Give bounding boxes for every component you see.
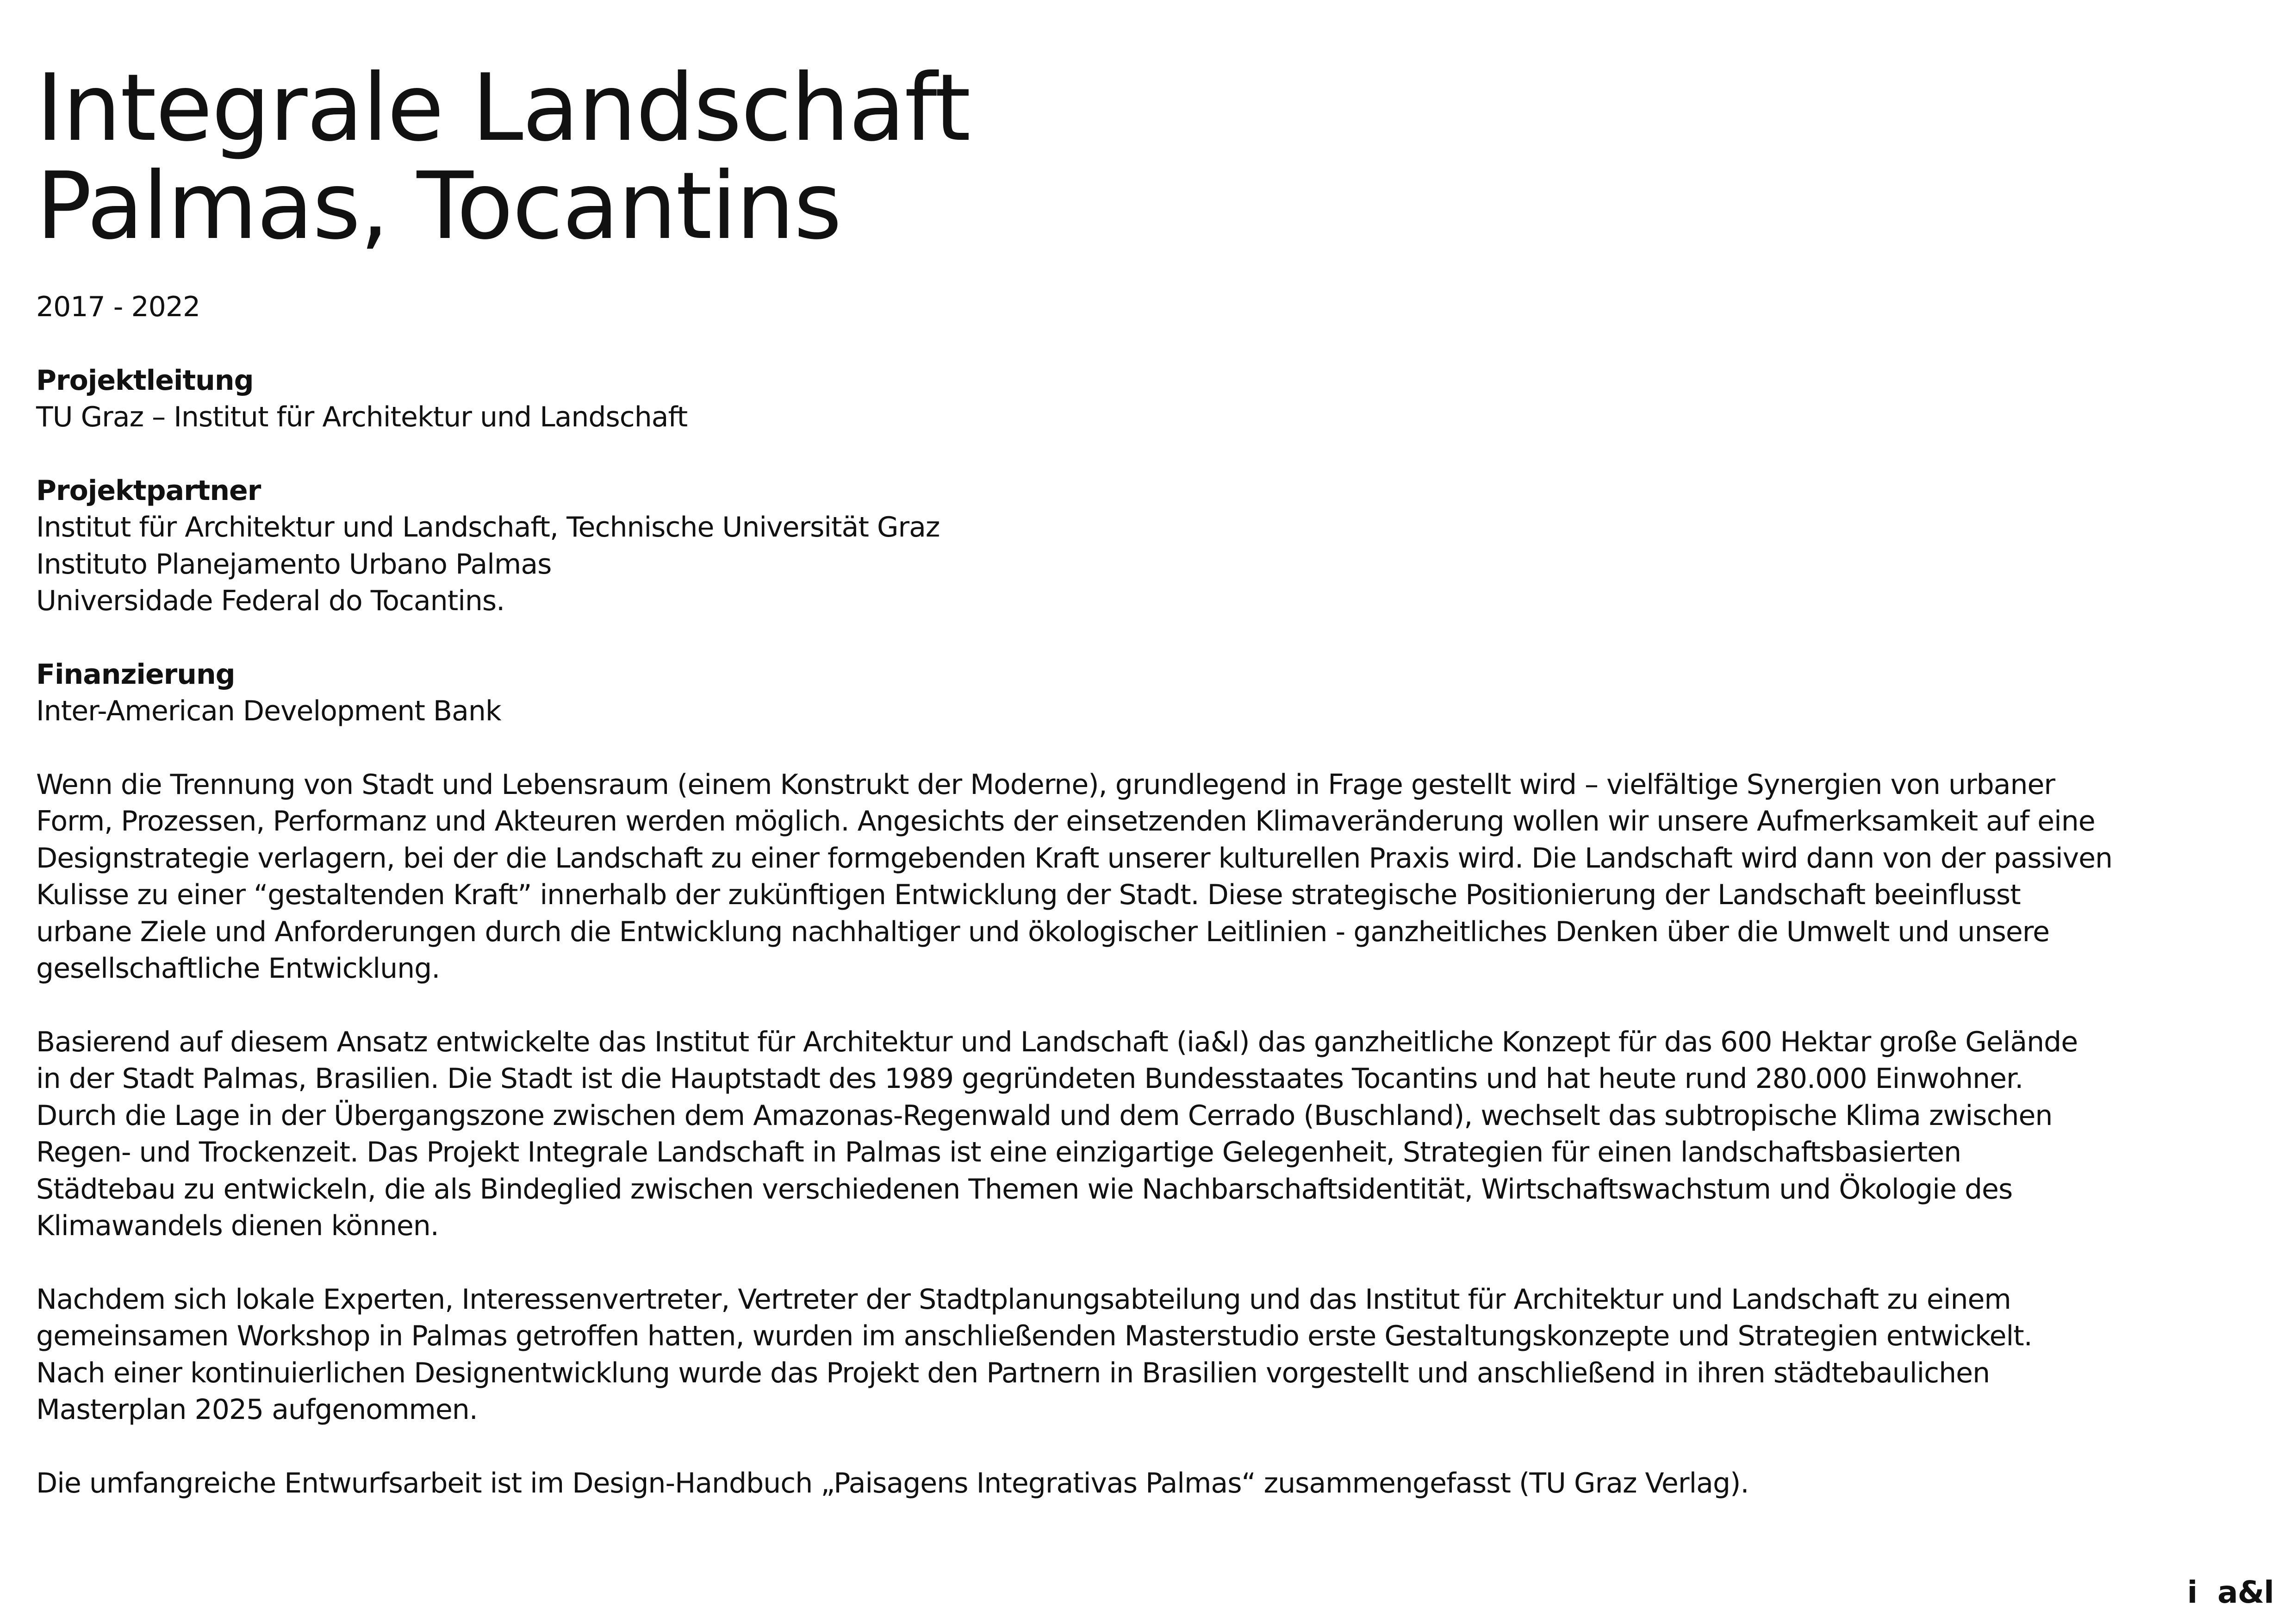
section-line: Instituto Planejamento Urbano Palmas xyxy=(36,548,552,581)
section-line: Universidade Federal do Tocantins. xyxy=(36,585,505,617)
paragraph-line: Regen- und Trockenzeit. Das Projekt Integrale Landschaft in Palmas ist eine einzigartige Gelegenheit, Strategien für einen landschaftsbasierten xyxy=(36,1136,1961,1168)
paragraph-line: Basierend auf diesem Ansatz entwickelte das Institut für Architektur und Landschaft (ia&l) das ganzheitliche Konzept für das 600 Hektar große Gelände xyxy=(36,1025,2078,1058)
paragraph-line: Kulisse zu einer “gestaltenden Kraft” innerhalb der zukünftigen Entwicklung der Stadt. Diese strategische Positionierung der Landschaft beeinflusst xyxy=(36,879,2021,911)
paragraph-line: Städtebau zu entwickeln, die als Bindeglied zwischen verschiedenen Themen wie Nachbarschaftsidentität, Wirtschaftswachstum und Ökologie des xyxy=(36,1173,2013,1206)
document-page xyxy=(36,54,2211,1502)
page-title xyxy=(36,54,2211,260)
paragraph-line: Klimawandels dienen können. xyxy=(36,1210,439,1242)
section-heading: Projektleitung xyxy=(36,364,254,397)
body-paragraph-3 xyxy=(36,1281,2211,1429)
section-heading: Finanzierung xyxy=(36,658,235,691)
paragraph-line: Die umfangreiche Entwurfsarbeit ist im Design-Handbuch „Paisagens Integrativas Palmas“ zusammengefasst (TU Graz Verlag). xyxy=(36,1467,1749,1499)
paragraph-line: Form, Prozessen, Performanz und Akteuren werden möglich. Angesichts der einsetzenden Klimaveränderung wollen wir unsere Aufmerksamkeit auf eine xyxy=(36,805,2095,837)
project-years: 2017 - 2022 xyxy=(36,291,200,323)
body-paragraph-1 xyxy=(36,767,2211,987)
paragraph-line: urbane Ziele und Anforderungen durch die Entwicklung nachhaltiger und ökologischer Leitlinien - ganzheitliches Denken über die Umwelt und unsere xyxy=(36,915,2050,948)
section-line: Institut für Architektur und Landschaft, Technische Universität Graz xyxy=(36,511,940,543)
paragraph-line: Nach einer kontinuierlichen Designentwicklung wurde das Projekt den Partnern in Brasilien vorgestellt und anschließend in ihren städtebaulichen xyxy=(36,1356,1990,1389)
paragraph-line: Durch die Lage in der Übergangszone zwischen dem Amazonas-Regenwald und dem Cerrado (Buschland), wechselt das subtropische Klima zwischen xyxy=(36,1099,2053,1132)
title-line-2: Palmas, Tocantins xyxy=(36,152,841,260)
title-line-1: Integrale Landschaft xyxy=(36,54,970,162)
section-finanzierung xyxy=(36,656,2211,730)
section-line: Inter-American Development Bank xyxy=(36,695,501,727)
paragraph-line: gemeinsamen Workshop in Palmas getroffen hatten, wurden im anschließenden Masterstudio erste Gestaltungskonzepte und Strategien entwickelt. xyxy=(36,1320,2032,1352)
section-line: TU Graz – Institut für Architektur und Landschaft xyxy=(36,401,688,433)
paragraph-line: in der Stadt Palmas, Brasilien. Die Stadt ist die Hauptstadt des 1989 gegründeten Bundesstaates Tocantins und hat heute rund 280.000 Einwohner. xyxy=(36,1062,2023,1095)
institute-logo: i a&l xyxy=(2187,1574,2274,1610)
paragraph-line: gesellschaftliche Entwicklung. xyxy=(36,952,440,985)
paragraph-line: Nachdem sich lokale Experten, Interessenvertreter, Vertreter der Stadtplanungsabteilung und das Institut für Architektur und Landschaft zu einem xyxy=(36,1283,2011,1316)
paragraph-line: Masterplan 2025 aufgenommen. xyxy=(36,1393,478,1426)
body-paragraph-4 xyxy=(36,1465,2211,1502)
section-projektleitung xyxy=(36,362,2211,436)
paragraph-line: Designstrategie verlagern, bei der die Landschaft zu einer formgebenden Kraft unserer kulturellen Praxis wird. Die Landschaft wird dann von der passiven xyxy=(36,842,2113,874)
body-paragraph-2 xyxy=(36,1024,2211,1245)
paragraph-line: Wenn die Trennung von Stadt und Lebensraum (einem Konstrukt der Moderne), grundlegend in Frage gestellt wird – vielfältige Synergien von urbaner xyxy=(36,768,2055,801)
section-projektpartner xyxy=(36,473,2211,620)
section-heading: Projektpartner xyxy=(36,474,261,507)
